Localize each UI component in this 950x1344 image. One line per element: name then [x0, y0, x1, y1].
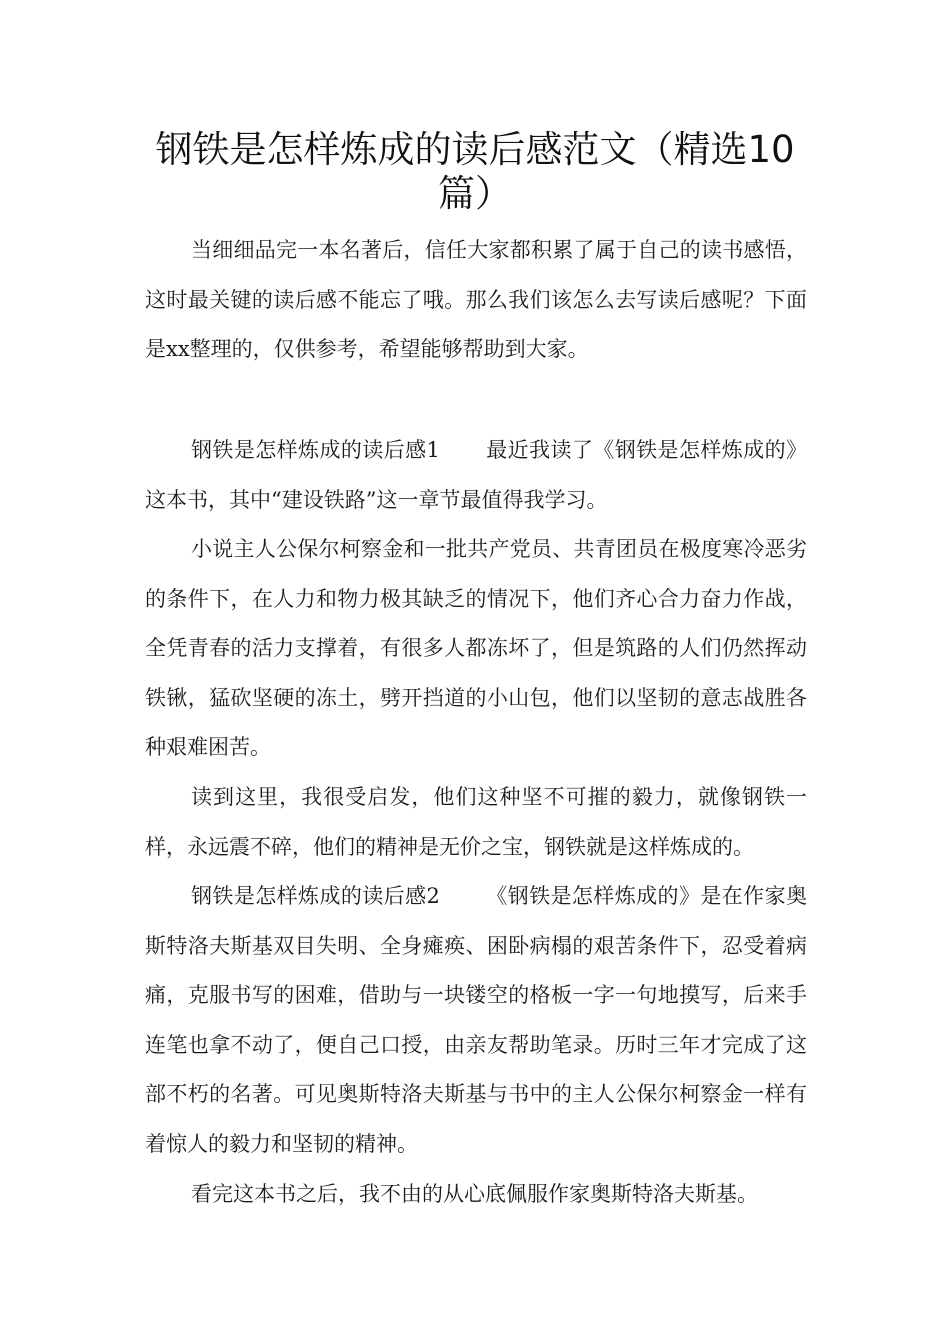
section-2-paragraph-1 — [145, 872, 807, 1169]
intro-paragraph: 当细细品完一本名著后，信任大家都积累了属于自己的读书感悟，这时最关键的读后感不能忘了哦。那么我们该怎么去写读后感呢？下面是xx整理的，仅供参考，希望能够帮助到大家。 — [145, 238, 807, 361]
document-title: 钢铁是怎样炼成的读后感范文（精选10篇） — [155, 128, 795, 215]
section-2-paragraph-2: 看完这本书之后，我不由的从心底佩服作家奥斯特洛夫斯基。 — [191, 1182, 758, 1206]
section-1-paragraph-3: 读到这里，我很受启发，他们这种坚不可摧的毅力，就像钢铁一样，永远震不碎，他们的精神是无价之宝，钢铁就是这样炼成的。 — [145, 785, 807, 859]
section-1-paragraph-1 — [145, 426, 807, 525]
section-2-text-1: 《钢铁是怎样炼成的》是在作家奥斯特洛夫斯基双目失明、全身瘫痪、困卧病榻的艰苦条件下，忍受着病痛，克服书写的困难，借助与一块镂空的格板一字一句地摸写，后来手连笔也拿不动了，便自己口授，由亲友帮助笔录。历时三年才完成了这部不朽的名著。可见奥斯特洛夫斯基与书中的主人公保尔柯察金一样有着惊人的毅力和坚韧的精神。 — [145, 884, 807, 1156]
section-2-heading: 钢铁是怎样炼成的读后感2 — [191, 884, 440, 908]
section-1-text-1: 最近我读了《钢铁是怎样炼成的》这本书，其中“建设铁路”这一章节最值得我学习。 — [145, 438, 807, 512]
section-1-heading: 钢铁是怎样炼成的读后感1 — [191, 438, 440, 462]
section-1-paragraph-2: 小说主人公保尔柯察金和一批共产党员、共青团员在极度寒冷恶劣的条件下，在人力和物力极其缺乏的情况下，他们齐心合力奋力作战，全凭青春的活力支撑着，有很多人都冻坏了，但是筑路的人们仍然挥动铁锹，猛砍坚硬的冻土，劈开挡道的小山包，他们以坚韧的意志战胜各种艰难困苦。 — [145, 537, 807, 759]
